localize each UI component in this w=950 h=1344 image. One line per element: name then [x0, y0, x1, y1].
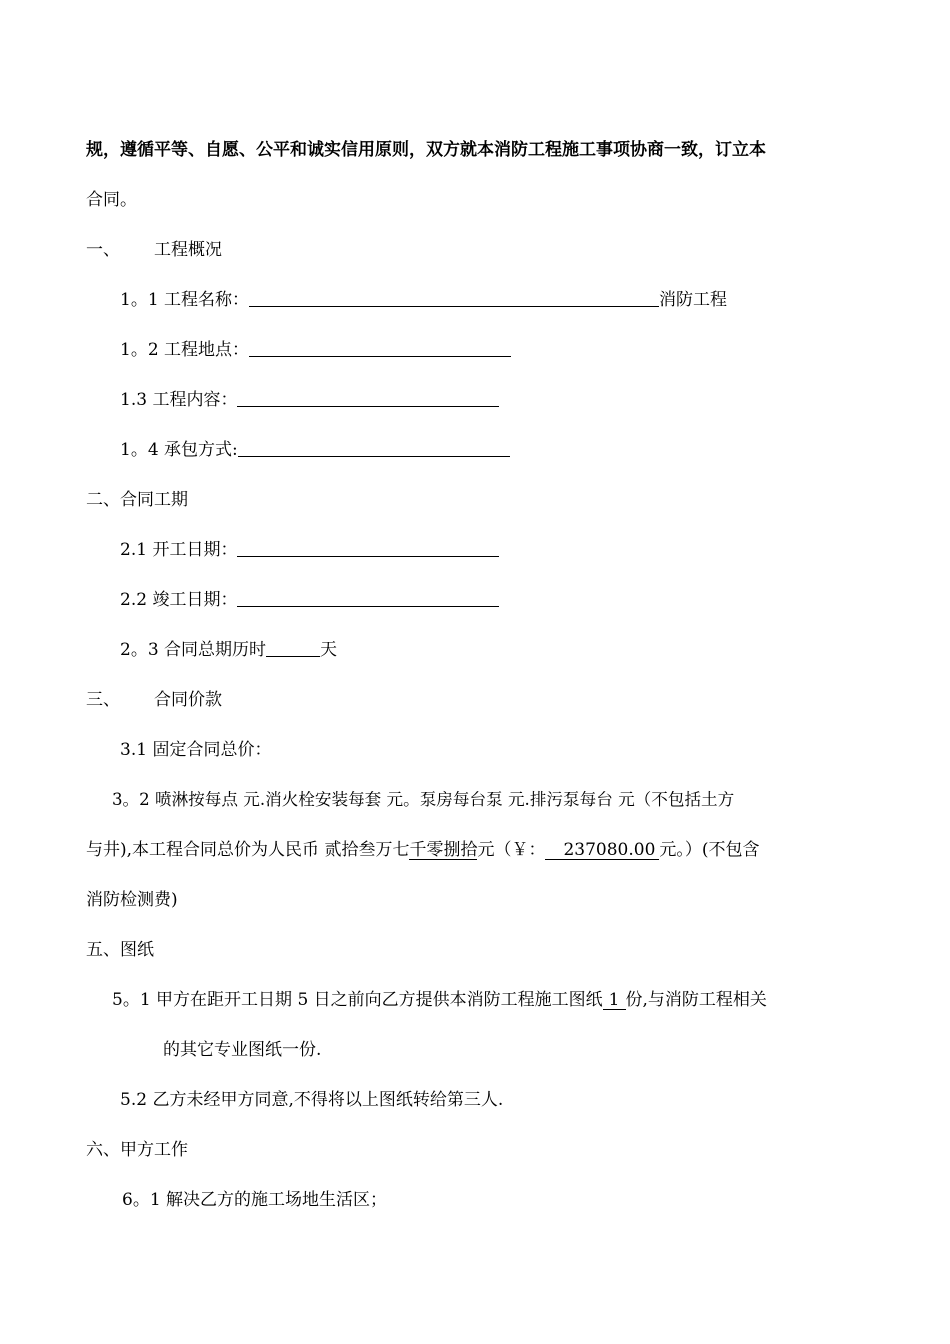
- item-5-1-line-1-b: 份,与消防工程相关: [625, 990, 767, 1010]
- section-1-title: 工程概况: [154, 240, 222, 260]
- item-1-2: [120, 338, 511, 362]
- item-1-1: [120, 288, 727, 312]
- item-5-1-line-1: [112, 988, 767, 1012]
- item-5-1-line-1-a: 5。1 甲方在距开工日期 5 日之前向乙方提供本消防工程施工图纸: [112, 990, 603, 1010]
- item-5-2: 5.2 乙方未经甲方同意,不得将以上图纸转给第三人.: [120, 1090, 504, 1110]
- item-1-3: [120, 388, 499, 412]
- duration-days-blank: [266, 640, 320, 657]
- item-2-3-prefix: 2。3 合同总期历时: [120, 640, 267, 660]
- section-6-heading: 六、甲方工作: [86, 1140, 188, 1160]
- contract-method-blank: [238, 440, 510, 457]
- section-5-heading: 五、图纸: [86, 940, 154, 960]
- item-5-1-line-2: 的其它专业图纸一份.: [163, 1040, 322, 1060]
- item-1-4: [120, 438, 510, 462]
- item-1-3-label: 1.3 工程内容：: [120, 390, 238, 410]
- item-1-2-label: 1。2 工程地点：: [120, 340, 250, 360]
- item-3-2-line-2: [86, 838, 760, 862]
- item-1-1-suffix: 消防工程: [659, 290, 728, 310]
- item-1-1-label: 1。1 工程名称：: [120, 290, 250, 310]
- project-name-blank: [249, 290, 659, 307]
- completion-date-blank: [237, 590, 499, 607]
- item-3-2-line-2-c: 千零捌拾: [409, 840, 478, 860]
- drawing-copies-count: 1: [603, 991, 626, 1010]
- item-2-3-suffix: 天: [320, 640, 338, 660]
- item-3-2-line-3: 消防检测费): [86, 890, 178, 910]
- item-3-2-line-2-d: 元（￥：: [477, 840, 546, 860]
- item-6-1: 6。1 解决乙方的施工场地生活区；: [122, 1190, 388, 1210]
- item-1-4-label: 1。4 承包方式:: [120, 440, 238, 460]
- start-date-blank: [237, 540, 499, 557]
- section-1-number: 一、: [86, 240, 120, 260]
- item-2-2-label: 2.2 竣工日期：: [120, 590, 238, 610]
- item-2-2: [120, 588, 499, 612]
- section-2-heading: 二、合同工期: [86, 490, 188, 510]
- section-3-title: 合同价款: [154, 690, 222, 710]
- project-content-blank: [237, 390, 499, 407]
- section-3-number: 三、: [86, 690, 120, 710]
- intro-line-2: 合同。: [86, 190, 137, 210]
- item-3-2-line-2-a: 与井),本工程合同总价为人民币 贰: [86, 840, 342, 860]
- item-2-1-label: 2.1 开工日期：: [120, 540, 238, 560]
- item-3-2-line-1: 3。2 喷淋按每点 元.消火栓安装每套 元。泵房每台泵 元.排污泵每台 元（不包括土方: [112, 790, 735, 809]
- item-2-3: [120, 638, 337, 662]
- section-3-heading: [86, 688, 222, 712]
- item-3-1: 3.1 固定合同总价：: [120, 740, 272, 760]
- contract-total-amount: 237080.00: [545, 841, 659, 860]
- item-3-2-line-2-e: 元。）(不包含: [659, 840, 760, 860]
- project-location-blank: [249, 340, 511, 357]
- item-3-2-line-2-b: 拾叁万七: [341, 840, 410, 860]
- intro-line-1: 规，遵循平等、自愿、公平和诚实信用原则，双方就本消防工程施工事项协商一致，订立本: [86, 140, 766, 160]
- item-2-1: [120, 538, 499, 562]
- section-1-heading: [86, 238, 222, 262]
